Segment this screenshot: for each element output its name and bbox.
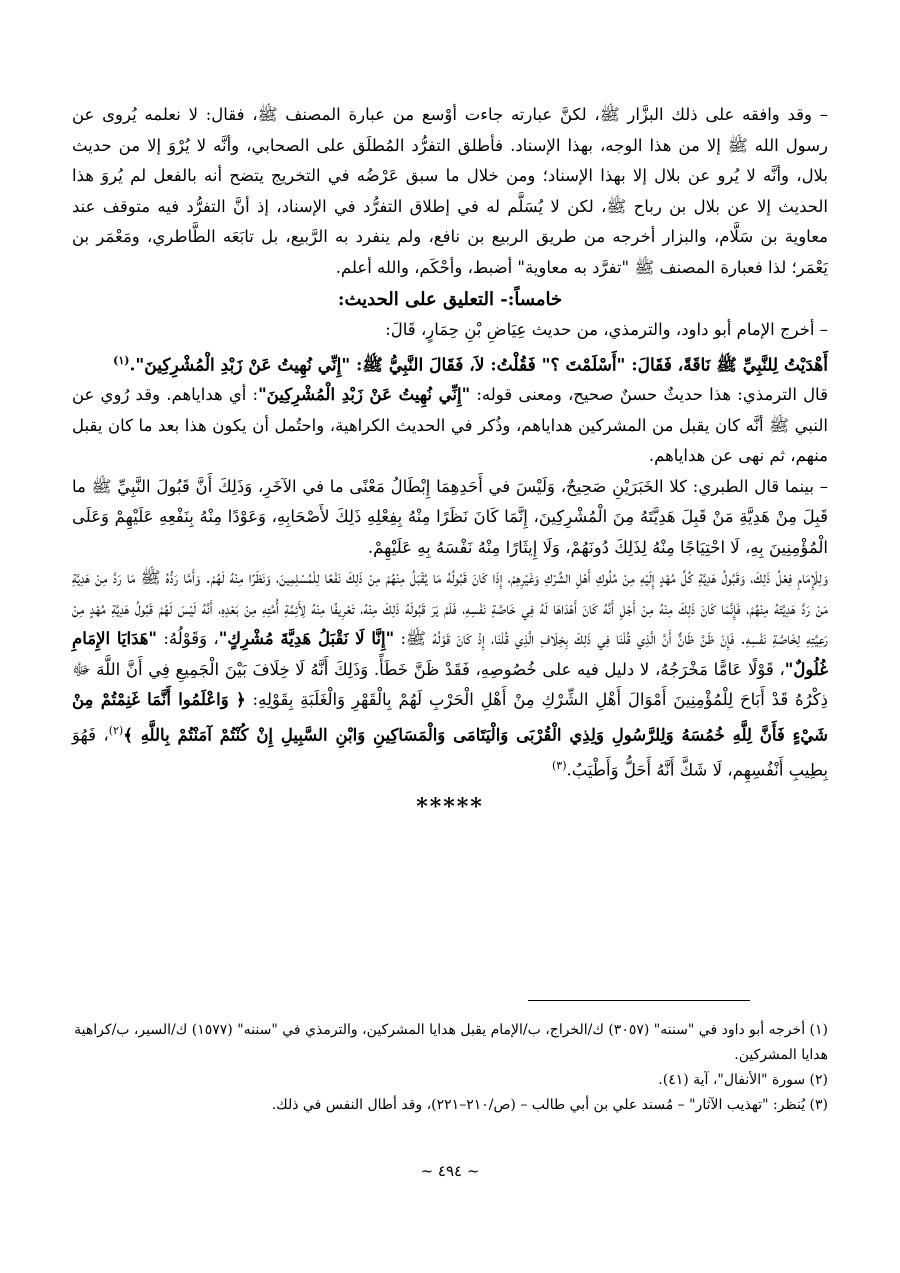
footnote-1: (١) أخرجه أبو داود في "سننه" (٣٠٥٧) ك/الخراج، ب/الإمام يقبل هدايا المشركين، والترمذي في "سننه" (١٥٧٧) ك/السير، ب/كراهية هدايا المشركين. [74,1022,828,1063]
section-heading [72,285,828,315]
imam-text-3: ، قَوْلًا عَامًّا مَخْرَجُهُ، لا دليل فيه على خُصُوصِهِ، فَقَدْ ظَنَّ خَطَأً. وَذَلِكَ أَنَّهُ لَا خِلَافَ بَيْنَ الْجَمِيعِ فِي أَنَّ اللَّهَ ﷻ ذِكْرُهُ قَدْ أَبَاحَ لِلْمُؤْمِنِينَ أَمْوَالَ أَهْلِ الشِّرْكِ مِنْ أَهْلِ الْحَرْبِ لَهُمْ بِالْقَهْرِ وَالْغَلَبَةِ بِقَوْلِهِ: [72,659,828,710]
imam-quote-2: "هَدَايَا الإِمَامِ غُلُولٌ" [72,629,828,679]
imam-text-4: ، فَهُوَ بِطِيبِ أَنْفُسِهِم، لَا شَكَّ أَنَّهُ أَحَلُّ وَأَطْيَبُ. [72,725,828,780]
footnote-ref-2: (٢) [108,723,124,737]
footnote-ref-3: (٣) [551,758,567,772]
hadith-text [72,346,828,381]
page-body [72,100,828,820]
heading-text: :- التعليق على الحديث: [337,289,515,310]
tirmidhi-pre: قال الترمذي: هذا حديثٌ حسنٌ صحيح، ومعنى قوله: [470,385,828,405]
footnote-separator [528,1000,750,1001]
page-number: ~ ٤٩٤ ~ [420,1162,480,1180]
paragraph-imam [72,563,828,786]
paragraph-tabari: – بينما قال الطبري: كلا الخَبَرَيْنِ صَحِيحٌ، وَلَيْسَ في أَحَدِهِمَا إِبْطَالُ مَعْنًى ما في الآخَرِ، وَذَلِكَ أَنَّ قَبُولَ النَّبِيِّ ﷺ ما قَبِلَ مِنْ هَدِيَّةِ مَنْ قَبِلَ هَدِيَّتَهُ مِنَ الْمُشْرِكِينَ، إِنَّمَا كَانَ نَظَرًا مِنْهُ بِفِعْلِهِ ذَلِكَ لأَصْحَابِهِ، وَعَوْدًا مِنْهُ بِنَفْعِهِ عَلَيْهِمْ وَعَلَى الْمُؤْمِنِينَ بِهِ، لَا احْتِيَاجًا مِنْهُ لِذَلِكَ دُونَهُمْ، وَلَا إِيثَارًا مِنْهُ نَفْسَهُ بِهِ عَلَيْهِمْ. [72,476,828,557]
footnote-ref-1: (١) [113,353,130,367]
imam-quote-1: "إِنَّا لَا نَقْبَلُ هَدِيَّةَ مُشْرِكٍ" [218,629,395,649]
heading-number: خامساً [514,289,563,310]
section-end-stars: ***** [416,793,484,820]
paragraph-tirmidhi [72,380,828,472]
footnote-3: (٣) يُنظر: "تهذيب الآثار" – مُسند علي بن أبي طالب – (ص/٢١٠–٢٢١)، وقد أطال النفس في ذلك. [271,1097,828,1113]
imam-text-1: وَلِلْإِمَامِ فِعْلُ ذَلِكَ، وَقَبُولُ هَدِيَّةِ كُلِّ مُهْدٍ إِلَيْهِ مِنْ مُلُوكِ أَهْلِ الشِّرْكِ وَغَيْرِهِمْ، إِذَا كَانَ قَبُولُهُ مَا يُقْبَلُ مِنْهُمْ مِنْ ذَلِكَ نَفْعًا لِلْمُسْلِمِينَ، وَنَظَرًا مِنْهُ لَهُمْ. وَأَمَّا رَدُّهُ ﷺ مَا رَدَّ مِنْ هَدِيَّةِ مَنْ رَدَّ هَدِيَّتَهُ مِنْهُمْ، فَإِنَّمَا كَانَ ذَلِكَ مِنْهُ مِنْ أَجْلِ أَنَّهُ كَانَ أَهْدَاهَا لَهُ فِي خَاصَّةِ نَفْسِهِ، فَلَمْ يَرَ قَبُولَهُ ذَلِكَ مِنْهُ، تَعْرِيفًا مِنْهُ لِأَئِمَّةِ أُمَّتِهِ مِنْ بَعْدِهِ، أَنَّهُ لَيْسَ لَهُمْ قَبُولُ هَدِيَّةِ مُهْدٍ مِنْ رَعِيَّتِهِ لِخَاصَّةِ نَفْسِهِ. فَإِنْ ظَنَّ ظَانٌّ أَنَّ الَّذِي قُلْنَا فِي ذَلِكَ بِخِلَافِ الَّذِي قُلْنَا، إِذْ كَانَ قَوْلُهُ ﷺ: [72,568,829,649]
hadith-quote: أَهْدَيْتُ لِلنَّبِيِّ ﷺ نَاقَةً، فَقَالَ: "أَسْلَمْتَ ؟" فَقُلْتُ: لاَ، فَقَالَ النَّبِيُّ ﷺ: "إِنِّي نُهِيتُ عَنْ زَبْدِ الْمُشْرِكِينَ". [129,355,828,376]
paragraph-bazzar: – وقد وافقه على ذلك البزَّار ﷺ، لكنَّ عبارته جاءت أوْسع من عبارة المصنف ﷺ، فقال: لا نعلمه يُروى عن رسول الله ﷺ إلا من هذا الوجه، بهذا الإسناد. فأطلق التفرُّد المُطلَق على الصحابي، وأنَّه لا يُرْوَ إلا من حديث بلال، وأنَّه لا يُرو عن بلال إلا بهذا الإسناد؛ ومن خلال ما سبق عَرْضُه في التخريج يتضح أنه بالفعل لم يُروَ هذا الحديث إلا عن بلال بن رباح ﷺ، لكن لا يُسَلَّم له في إطلاق التفرُّد في الإسناد، إذ أنَّ التفرُّد فيه متوقف عند معاوية بن سَلَّام، والبزار أخرجه من طريق الربيع بن نافع، ولم ينفرد به الرَّبيع، بل تابَعَه الطَّاطري، ومَعْمَر بن يَعْمَر؛ لذا فعبارة المصنف ﷺ "تفرَّد به معاوية" أضبط، وأحْكَم، والله أعلم. [72,105,828,277]
footnote-2: (٢) سورة "الأنفال"، آية (٤١). [658,1072,828,1088]
quran-verse: ﴿ وَاعْلَمُوا أَنَّمَا غَنِمْتُمْ مِنْ شَيْءٍ فَأَنَّ لِلَّهِ خُمُسَهُ وَلِلرَّسُولِ وَلِذِي الْقُرْبَى وَالْيَتَامَى وَالْمَسَاكِينِ وَابْنِ السَّبِيلِ إِنْ كُنْتُمْ آمَنْتُمْ بِاللَّهِ ﴾ [72,690,828,745]
tirmidhi-quote: "إِنِّي نُهِيتُ عَنْ زَبْدِ الْمُشْرِكِينَ" [258,385,471,405]
imam-text-2: ، وَقَوْلُهُ: [157,629,219,649]
tirmidhi-post: : أي هداياهم. وقد رُوي عن النبي ﷺ أنَّه كان يقبل من المشركين هداياهم، وذُكر في الحديث الكراهية، واحتُمل أن يكون هذا بعد ما كان يقبل منهم، ثم نهى عن هداياهم. [72,385,828,466]
footnotes [72,1018,828,1118]
paragraph-intro: – أخرج الإمام أبو داود، والترمذي، من حديث عِيَاضِ بْنِ حِمَارٍ، قَالَ: [385,320,828,339]
